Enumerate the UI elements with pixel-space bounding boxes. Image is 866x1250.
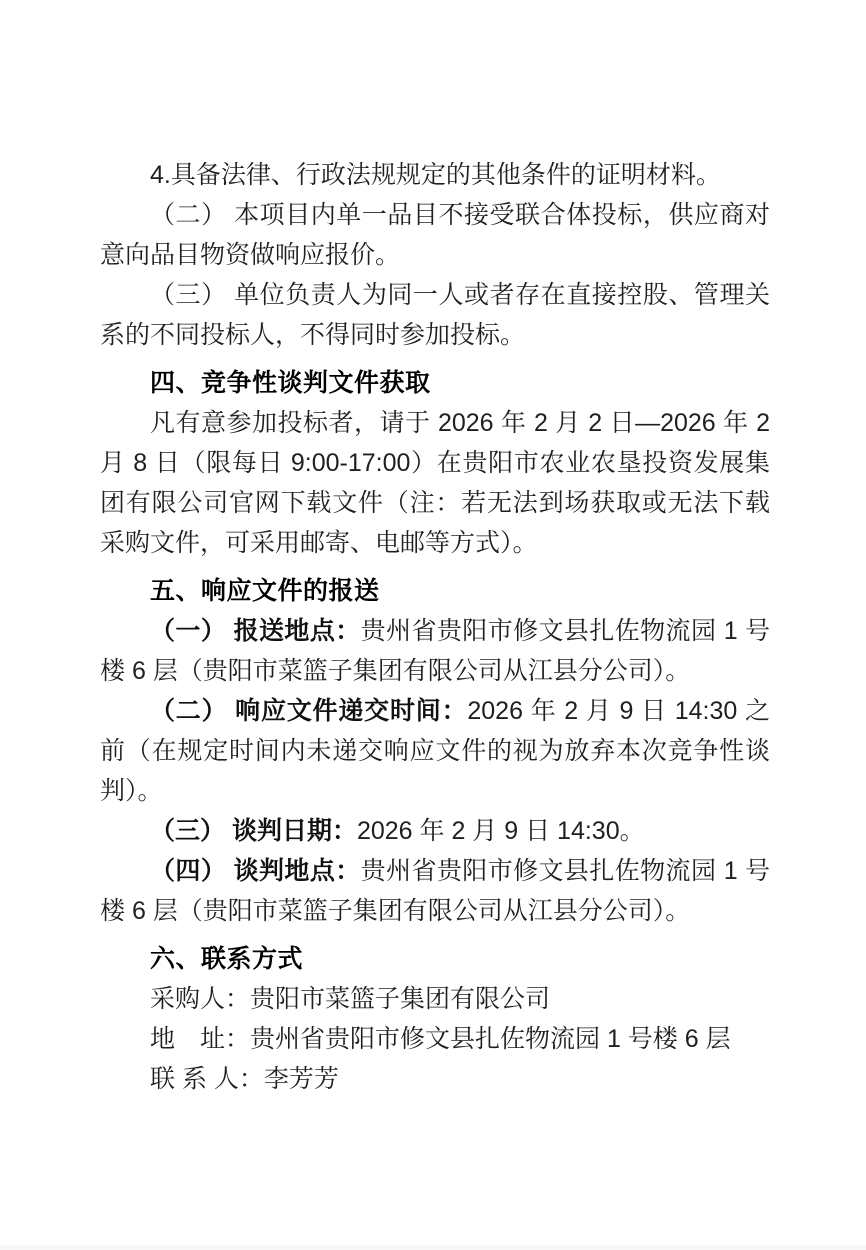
section-heading: 六、联系方式 xyxy=(150,945,304,973)
section-heading: 四、竞争性谈判文件获取 xyxy=(150,369,431,397)
paragraph: 采购人：贵阳市菜篮子集团有限公司 xyxy=(150,985,551,1013)
paragraph: 凡有意参加投标者，请于 2026 年 2 月 2 日—2026 年 2 月 8 日（限每日 9:00-17:00）在贵阳市农业农垦投资发展集团有限公司官网下载文件（注：若无法到场获取或无法下载采购文件，可采用邮寄、电邮等方式）。 xyxy=(100,409,770,557)
paragraph: （二） 响应文件递交时间：2026 年 2 月 9 日 14:30 之前（在规定时间内未递交响应文件的视为放弃本次竞争性谈判）。 xyxy=(100,697,770,805)
paragraph: 4.具备法律、行政法规规定的其他条件的证明材料。 xyxy=(150,161,721,189)
page-bottom-edge xyxy=(0,1245,866,1250)
document-body xyxy=(100,155,770,1099)
paragraph: 联 系 人：李芳芳 xyxy=(150,1065,339,1093)
paragraph: （三） 单位负责人为同一人或者存在直接控股、管理关系的不同投标人，不得同时参加投标。 xyxy=(100,281,770,349)
paragraph: （三） 谈判日期：2026 年 2 月 9 日 14:30。 xyxy=(150,817,645,845)
item-label: （一） 报送地点： xyxy=(150,617,361,645)
section-heading: 五、响应文件的报送 xyxy=(150,577,380,605)
item-label: （四） 谈判地点： xyxy=(150,857,361,885)
item-label: （二） 响应文件递交时间： xyxy=(150,697,468,725)
item-label: （三） 谈判日期： xyxy=(150,817,357,845)
paragraph: （四） 谈判地点：贵州省贵阳市修文县扎佐物流园 1 号楼 6 层（贵阳市菜篮子集团有限公司从江县分公司）。 xyxy=(100,857,770,925)
paragraph: 地 址：贵州省贵阳市修文县扎佐物流园 1 号楼 6 层 xyxy=(150,1025,731,1053)
paragraph: （二） 本项目内单一品目不接受联合体投标，供应商对意向品目物资做响应报价。 xyxy=(100,201,770,269)
paragraph: （一） 报送地点：贵州省贵阳市修文县扎佐物流园 1 号楼 6 层（贵阳市菜篮子集团有限公司从江县分公司）。 xyxy=(100,617,770,685)
